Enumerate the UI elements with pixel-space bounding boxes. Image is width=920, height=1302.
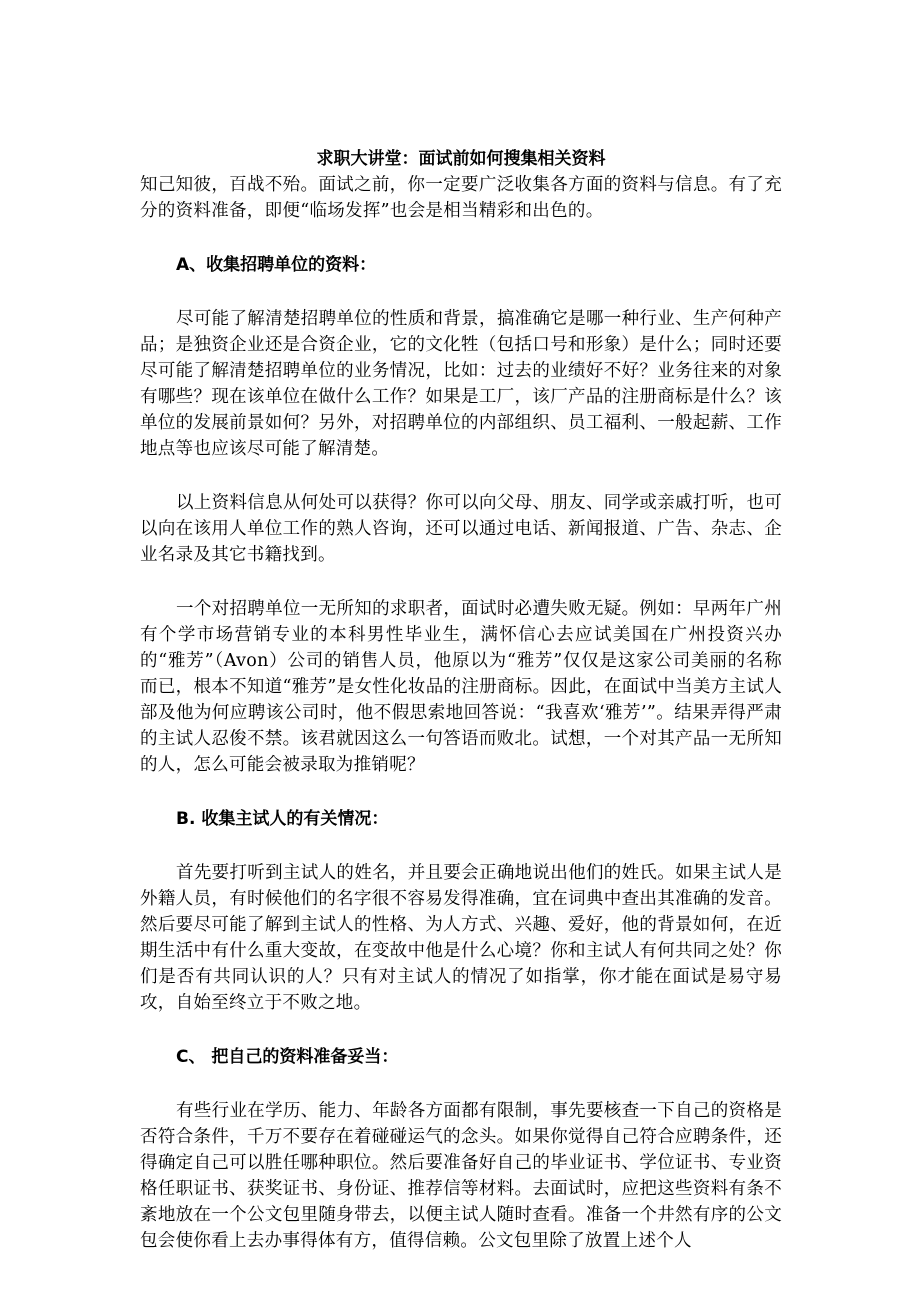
document-page	[140, 146, 782, 1254]
section-b-heading: B. 收集主试人的有关情况：	[176, 809, 389, 829]
document-title: 求职大讲堂：面试前如何搜集相关资料	[316, 149, 606, 169]
section-a-paragraph-1: 尽可能了解清楚招聘单位的性质和背景，搞准确它是哪一种行业、生产何种产品；是独资企业还是合资企业，它的文化牲（包括口号和形象）是什么；同时还要尽可能了解清楚招聘单位的业务情况，比如：过去的业绩好不好？业务往来的对象有哪些？现在该单位在做什么工作？如果是工厂，该厂产品的注册商标是什么？该单位的发展前景如何？另外，对招聘单位的内部组织、员工福利、一般起薪、工作地点等也应该尽可能了解清楚。	[140, 309, 782, 459]
spacer	[140, 568, 782, 596]
spacer	[140, 778, 782, 806]
spacer	[140, 462, 782, 490]
spacer	[140, 1070, 782, 1098]
section-c-paragraph-1: 有些行业在学历、能力、年龄各方面都有限制，事先要核查一下自己的资格是否符合条件，千万不要存在着碰碰运气的念头。如果你觉得自己符合应聘条件，还得确定自己可以胜任哪种职位。然后要准备好自己的毕业证书、学位证书、专业资格任职证书、获奖证书、身份证、推荐信等材料。去面试时，应把这些资料有条不紊地放在一个公文包里随身带去，以便主试人随时查看。准备一个井然有序的公文包会使你看上去办事得体有方，值得信赖。公文包里除了放置上述个人	[140, 1101, 782, 1251]
section-a-paragraph-3: 一个对招聘单位一无所知的求职者，面试时必遭失败无疑。例如：早两年广州有个学市场营销专业的本科男性毕业生，满怀信心去应试美国在广州投资兴办的“雅芳”（Avon）公司的销售人员，他原以为“雅芳”仅仅是这家公司美丽的名称而已，根本不知道“雅芳”是女性化妆品的注册商标。因此，在面试中当美方主试人部及他为何应聘该公司时，他不假思索地回答说：“我喜欢‘雅芳’”。结果弄得严肃的主试人忍俊不禁。该君就因这么一句答语而败北。试想，一个对其产品一无所知的人，怎么可能会被录取为推销呢？	[140, 599, 782, 775]
spacer	[140, 1016, 782, 1044]
section-b-paragraph-1: 首先要打听到主试人的姓名，并且要会正确地说出他们的姓氏。如果主试人是外籍人员，有时候他们的名字很不容易发得准确，宜在词典中查出其准确的发音。然后要尽可能了解到主试人的性格、为人方式、兴趣、爱好，他的背景如何，在近期生活中有什么重大变故，在变故中他是什么心境？你和主试人有何共同之处？你们是否有共同认识的人？只有对主试人的情况了如指掌，你才能在面试是易守易攻，自始至终立于不败之地。	[140, 863, 782, 1013]
section-c-heading: C、 把自己的资料准备妥当：	[176, 1047, 399, 1067]
section-a-paragraph-2: 以上资料信息从何处可以获得？你可以向父母、朋友、同学或亲戚打听，也可以向在该用人单位工作的熟人咨询，还可以通过电话、新闻报道、广告、杂志、企业名录及其它书籍找到。	[140, 493, 782, 565]
spacer	[140, 278, 782, 306]
intro-paragraph: 知己知彼，百战不殆。面试之前，你一定要广泛收集各方面的资料与信息。有了充分的资料准备，即便“临场发挥”也会是相当精彩和出色的。	[140, 175, 782, 221]
spacer	[140, 224, 782, 252]
spacer	[140, 832, 782, 860]
section-a-heading: A、收集招聘单位的资料：	[176, 255, 377, 275]
